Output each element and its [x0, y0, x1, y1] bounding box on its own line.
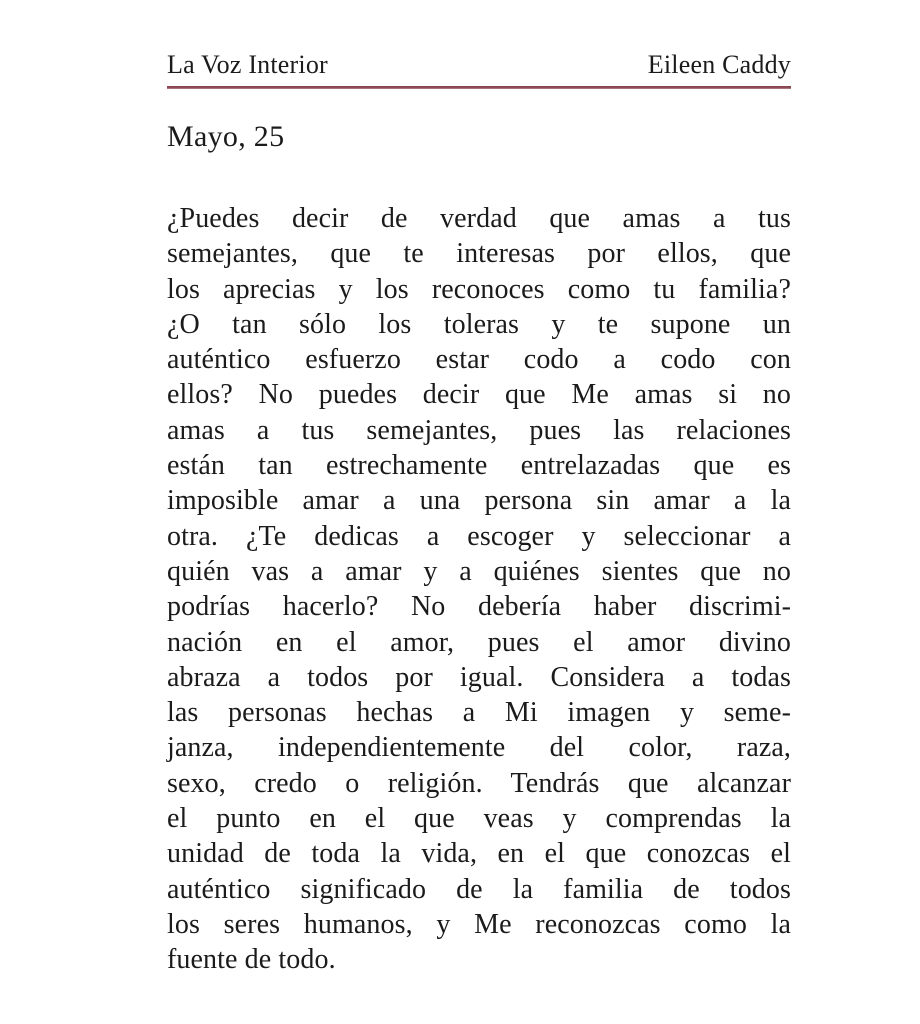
daily-text	[167, 201, 791, 978]
paragraph-line: fuente de todo.	[167, 944, 336, 976]
paragraph-line: nación en el amor, pues el amor divino	[167, 626, 791, 658]
paragraph-line: amas a tus semejantes, pues las relaciones	[167, 414, 791, 446]
paragraph-line: semejantes, que te interesas por ellos, que	[167, 238, 791, 270]
paragraph-line: las personas hechas a Mi imagen y seme-	[167, 697, 791, 729]
paragraph-line: ¿O tan sólo los toleras y te supone un	[167, 308, 791, 340]
date-heading: Mayo, 25	[167, 120, 285, 153]
running-header	[167, 0, 791, 80]
paragraph-line: quién vas a amar y a quiénes sientes que no	[167, 555, 791, 587]
paragraph-line: sexo, credo o religión. Tendrás que alcanzar	[167, 767, 791, 799]
book-title: La Voz Interior	[167, 50, 328, 79]
paragraph-line: unidad de toda la vida, en el que conozcas el	[167, 838, 791, 870]
paragraph-line: ellos? No puedes decir que Me amas si no	[167, 379, 791, 411]
header-rule	[167, 86, 791, 89]
author-name: Eileen Caddy	[647, 50, 791, 79]
paragraph-line: auténtico esfuerzo estar codo a codo con	[167, 344, 791, 376]
paragraph-line: el punto en el que veas y comprendas la	[167, 803, 791, 835]
paragraph-line: janza, independientemente del color, raza,	[167, 732, 791, 764]
paragraph-line: auténtico significado de la familia de todos	[167, 873, 791, 905]
paragraph-line: los seres humanos, y Me reconozcas como la	[167, 908, 791, 940]
paragraph-line: abraza a todos por igual. Considera a todas	[167, 661, 791, 693]
paragraph-line: los aprecias y los reconoces como tu familia?	[167, 273, 791, 305]
paragraph-line: ¿Puedes decir de verdad que amas a tus	[167, 203, 791, 234]
text-column	[167, 0, 791, 978]
paragraph-line: otra. ¿Te dedicas a escoger y seleccionar a	[167, 520, 791, 552]
paragraph-line: están tan estrechamente entrelazadas que es	[167, 450, 791, 482]
paragraph-line: imposible amar a una persona sin amar a la	[167, 485, 791, 517]
paragraph-line: podrías hacerlo? No debería haber discrimi-	[167, 591, 791, 623]
